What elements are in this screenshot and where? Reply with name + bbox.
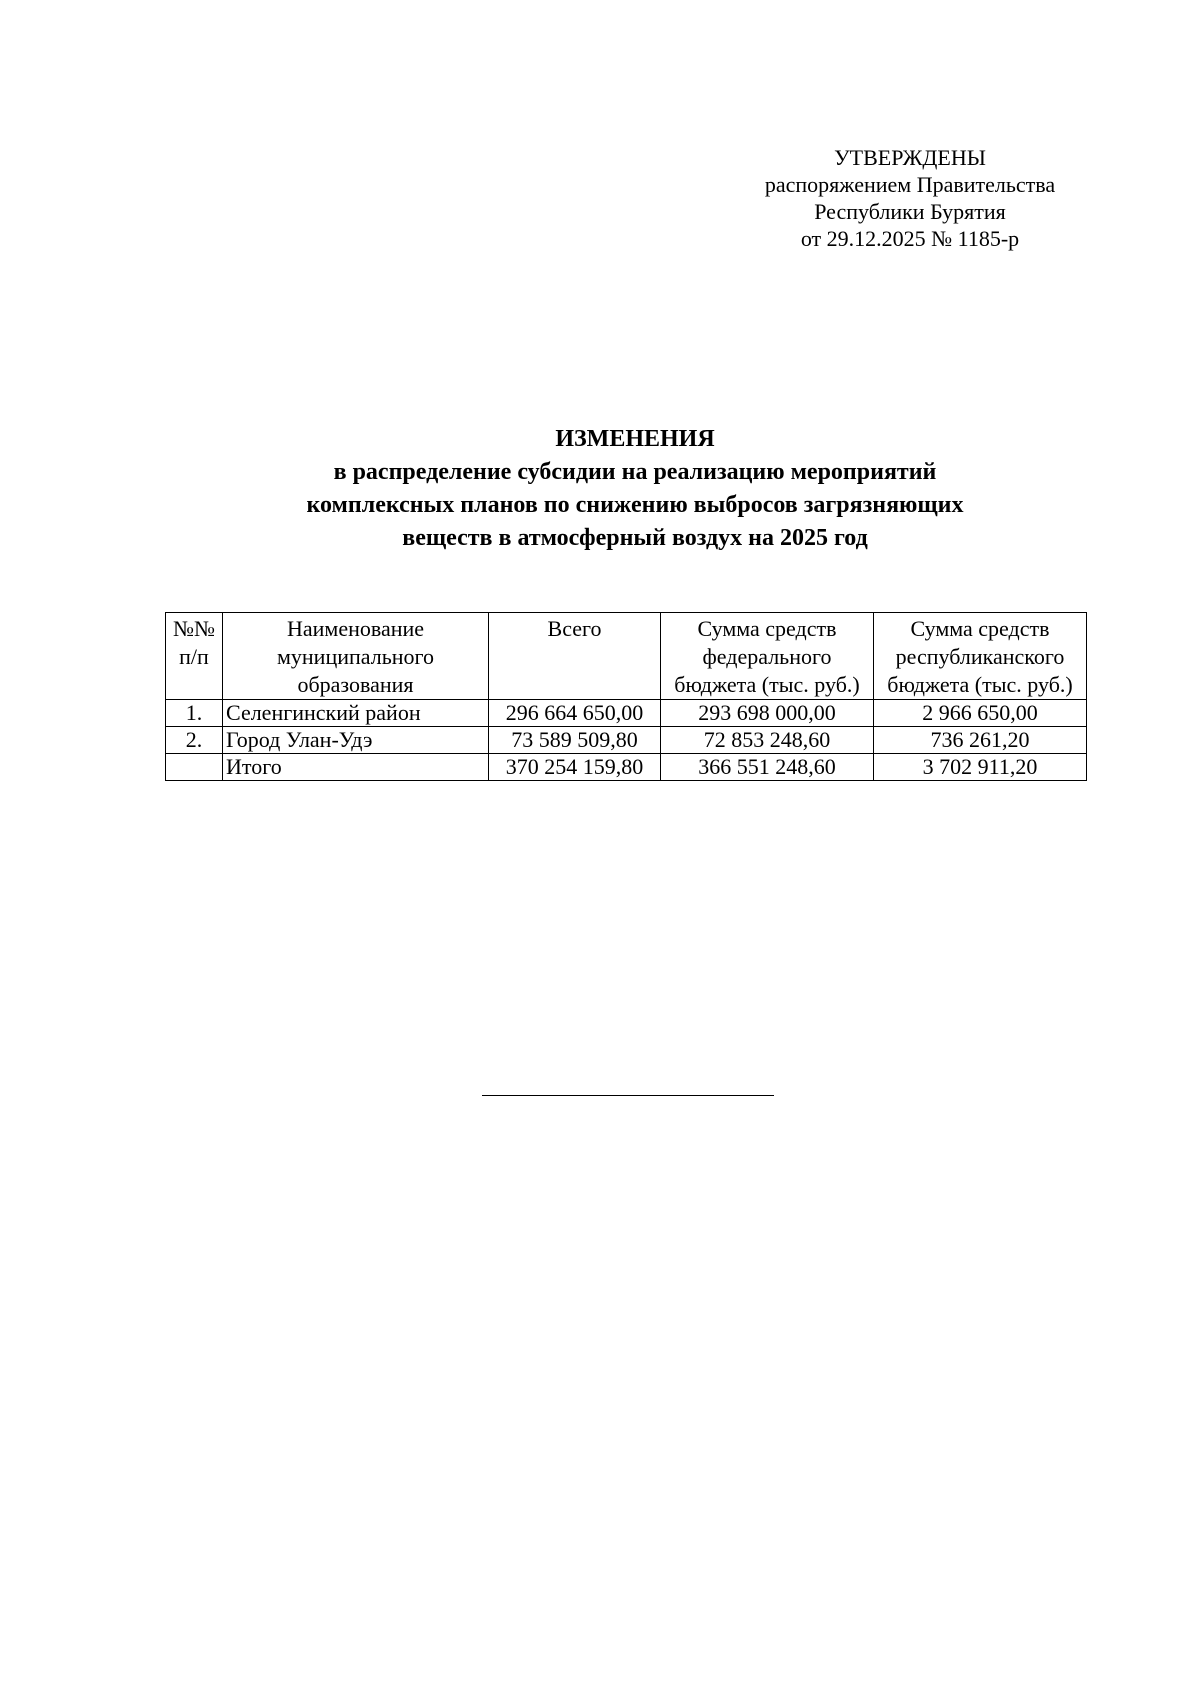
title-line-2: комплексных планов по снижению выбросов загрязняющих [306, 492, 964, 518]
subsidy-allocation-table [165, 612, 1087, 781]
cell-federal: 366 551 248,60 [661, 754, 874, 781]
cell-municipality: Город Улан-Удэ [223, 727, 489, 754]
cell-federal: 72 853 248,60 [661, 727, 874, 754]
document-title [160, 423, 1110, 555]
title-line-3: веществ в атмосферный воздух на 2025 год [402, 525, 868, 551]
cell-total: 296 664 650,00 [489, 700, 661, 727]
table-total-row [166, 754, 1087, 781]
approval-stamp [740, 144, 1080, 252]
approval-line-date-number: от 29.12.2025 № 1185-р [800, 226, 1020, 251]
cell-federal: 293 698 000,00 [661, 700, 874, 727]
cell-republic: 3 702 911,20 [874, 754, 1087, 781]
cell-total: 370 254 159,80 [489, 754, 661, 781]
approval-line-order: распоряжением Правительства [764, 172, 1056, 197]
header-number: №№ п/п [166, 613, 223, 700]
header-federal-budget: Сумма средств федерального бюджета (тыс. руб.) [661, 613, 874, 700]
cell-republic: 736 261,20 [874, 727, 1087, 754]
header-republic-budget: Сумма средств республиканского бюджета (тыс. руб.) [874, 613, 1087, 700]
cell-municipality: Селенгинский район [223, 700, 489, 727]
closing-divider-line [482, 1095, 774, 1096]
table-header-row [166, 613, 1087, 700]
cell-number [166, 754, 223, 781]
header-total: Всего [489, 613, 661, 700]
table-row [166, 727, 1087, 754]
cell-number: 2. [166, 727, 223, 754]
approval-line-approved: УТВЕРЖДЕНЫ [834, 145, 986, 170]
cell-republic: 2 966 650,00 [874, 700, 1087, 727]
cell-number: 1. [166, 700, 223, 727]
approval-line-republic: Республики Бурятия [814, 199, 1006, 224]
header-municipality: Наименование муниципального образования [223, 613, 489, 700]
title-line-1: в распределение субсидии на реализацию мероприятий [333, 459, 937, 485]
title-heading: ИЗМЕНЕНИЯ [555, 426, 715, 452]
cell-total: 73 589 509,80 [489, 727, 661, 754]
cell-municipality: Итого [223, 754, 489, 781]
table-row [166, 700, 1087, 727]
